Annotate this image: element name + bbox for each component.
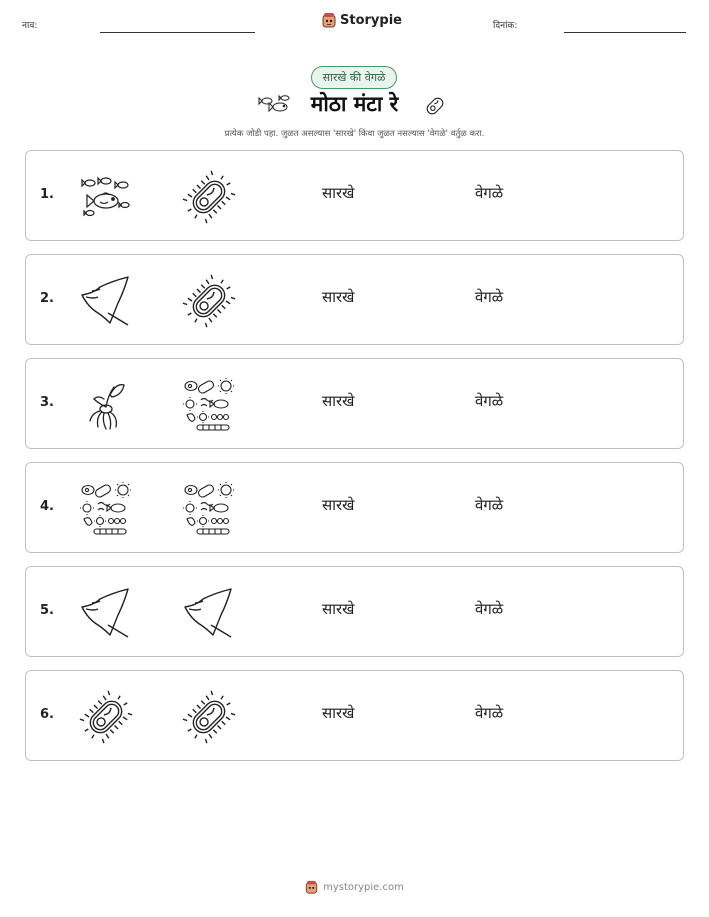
option-different[interactable]: वेगळे	[475, 600, 504, 618]
bacterium-icon	[78, 689, 134, 745]
storypie-logo	[322, 12, 402, 28]
option-same[interactable]: सारखे	[322, 392, 355, 410]
question-row	[25, 150, 684, 241]
option-different[interactable]: वेगळे	[475, 392, 504, 410]
option-different[interactable]: वेगळे	[475, 496, 504, 514]
question-row	[25, 462, 684, 553]
question-number: 1.	[40, 187, 54, 202]
instructions: प्रत्येक जोडी पहा. जुळत असल्यास 'सारखे' किंवा जुळत नसल्यास 'वेगळे' वर्तुळ करा.	[224, 129, 485, 139]
question-number: 2.	[40, 291, 54, 306]
microbes-collage-icon	[181, 481, 237, 537]
name-field[interactable]	[100, 32, 255, 33]
microbes-collage-icon	[181, 377, 237, 433]
option-same[interactable]: सारखे	[322, 496, 355, 514]
microbes-collage-icon	[78, 481, 134, 537]
question-number: 4.	[40, 499, 54, 514]
manta-ray-icon	[181, 585, 237, 641]
option-different[interactable]: वेगळे	[475, 704, 504, 722]
option-same[interactable]: सारखे	[322, 288, 355, 306]
sprouting-plant-icon	[78, 377, 134, 433]
storypie-mascot-icon	[305, 880, 318, 894]
footer-url[interactable]: mystorypie.com	[323, 881, 404, 893]
date-label: दिनांक:	[493, 21, 518, 31]
question-number: 5.	[40, 603, 54, 618]
option-different[interactable]: वेगळे	[475, 288, 504, 306]
bacterium-icon	[181, 273, 237, 329]
fish-school-icon	[78, 169, 134, 225]
manta-ray-icon	[78, 585, 134, 641]
footer	[0, 880, 709, 894]
storypie-mascot-icon	[322, 12, 336, 28]
bacterium-icon	[181, 169, 237, 225]
bacterium-icon	[181, 689, 237, 745]
brand-name: Storypie	[340, 12, 402, 28]
name-label: नाव:	[22, 21, 38, 31]
option-same[interactable]: सारखे	[322, 184, 355, 202]
question-row	[25, 566, 684, 657]
question-number: 3.	[40, 395, 54, 410]
question-number: 6.	[40, 707, 54, 722]
worksheet-type-tag: सारखे की वेगळे	[311, 66, 397, 89]
option-same[interactable]: सारखे	[322, 600, 355, 618]
bacterium-icon	[422, 93, 448, 119]
date-field[interactable]	[564, 32, 686, 33]
option-same[interactable]: सारखे	[322, 704, 355, 722]
question-row	[25, 670, 684, 761]
manta-ray-icon	[78, 273, 134, 329]
page-title: मोठा मंटा रे	[310, 92, 399, 116]
question-row	[25, 254, 684, 345]
question-row	[25, 358, 684, 449]
option-different[interactable]: वेगळे	[475, 184, 504, 202]
